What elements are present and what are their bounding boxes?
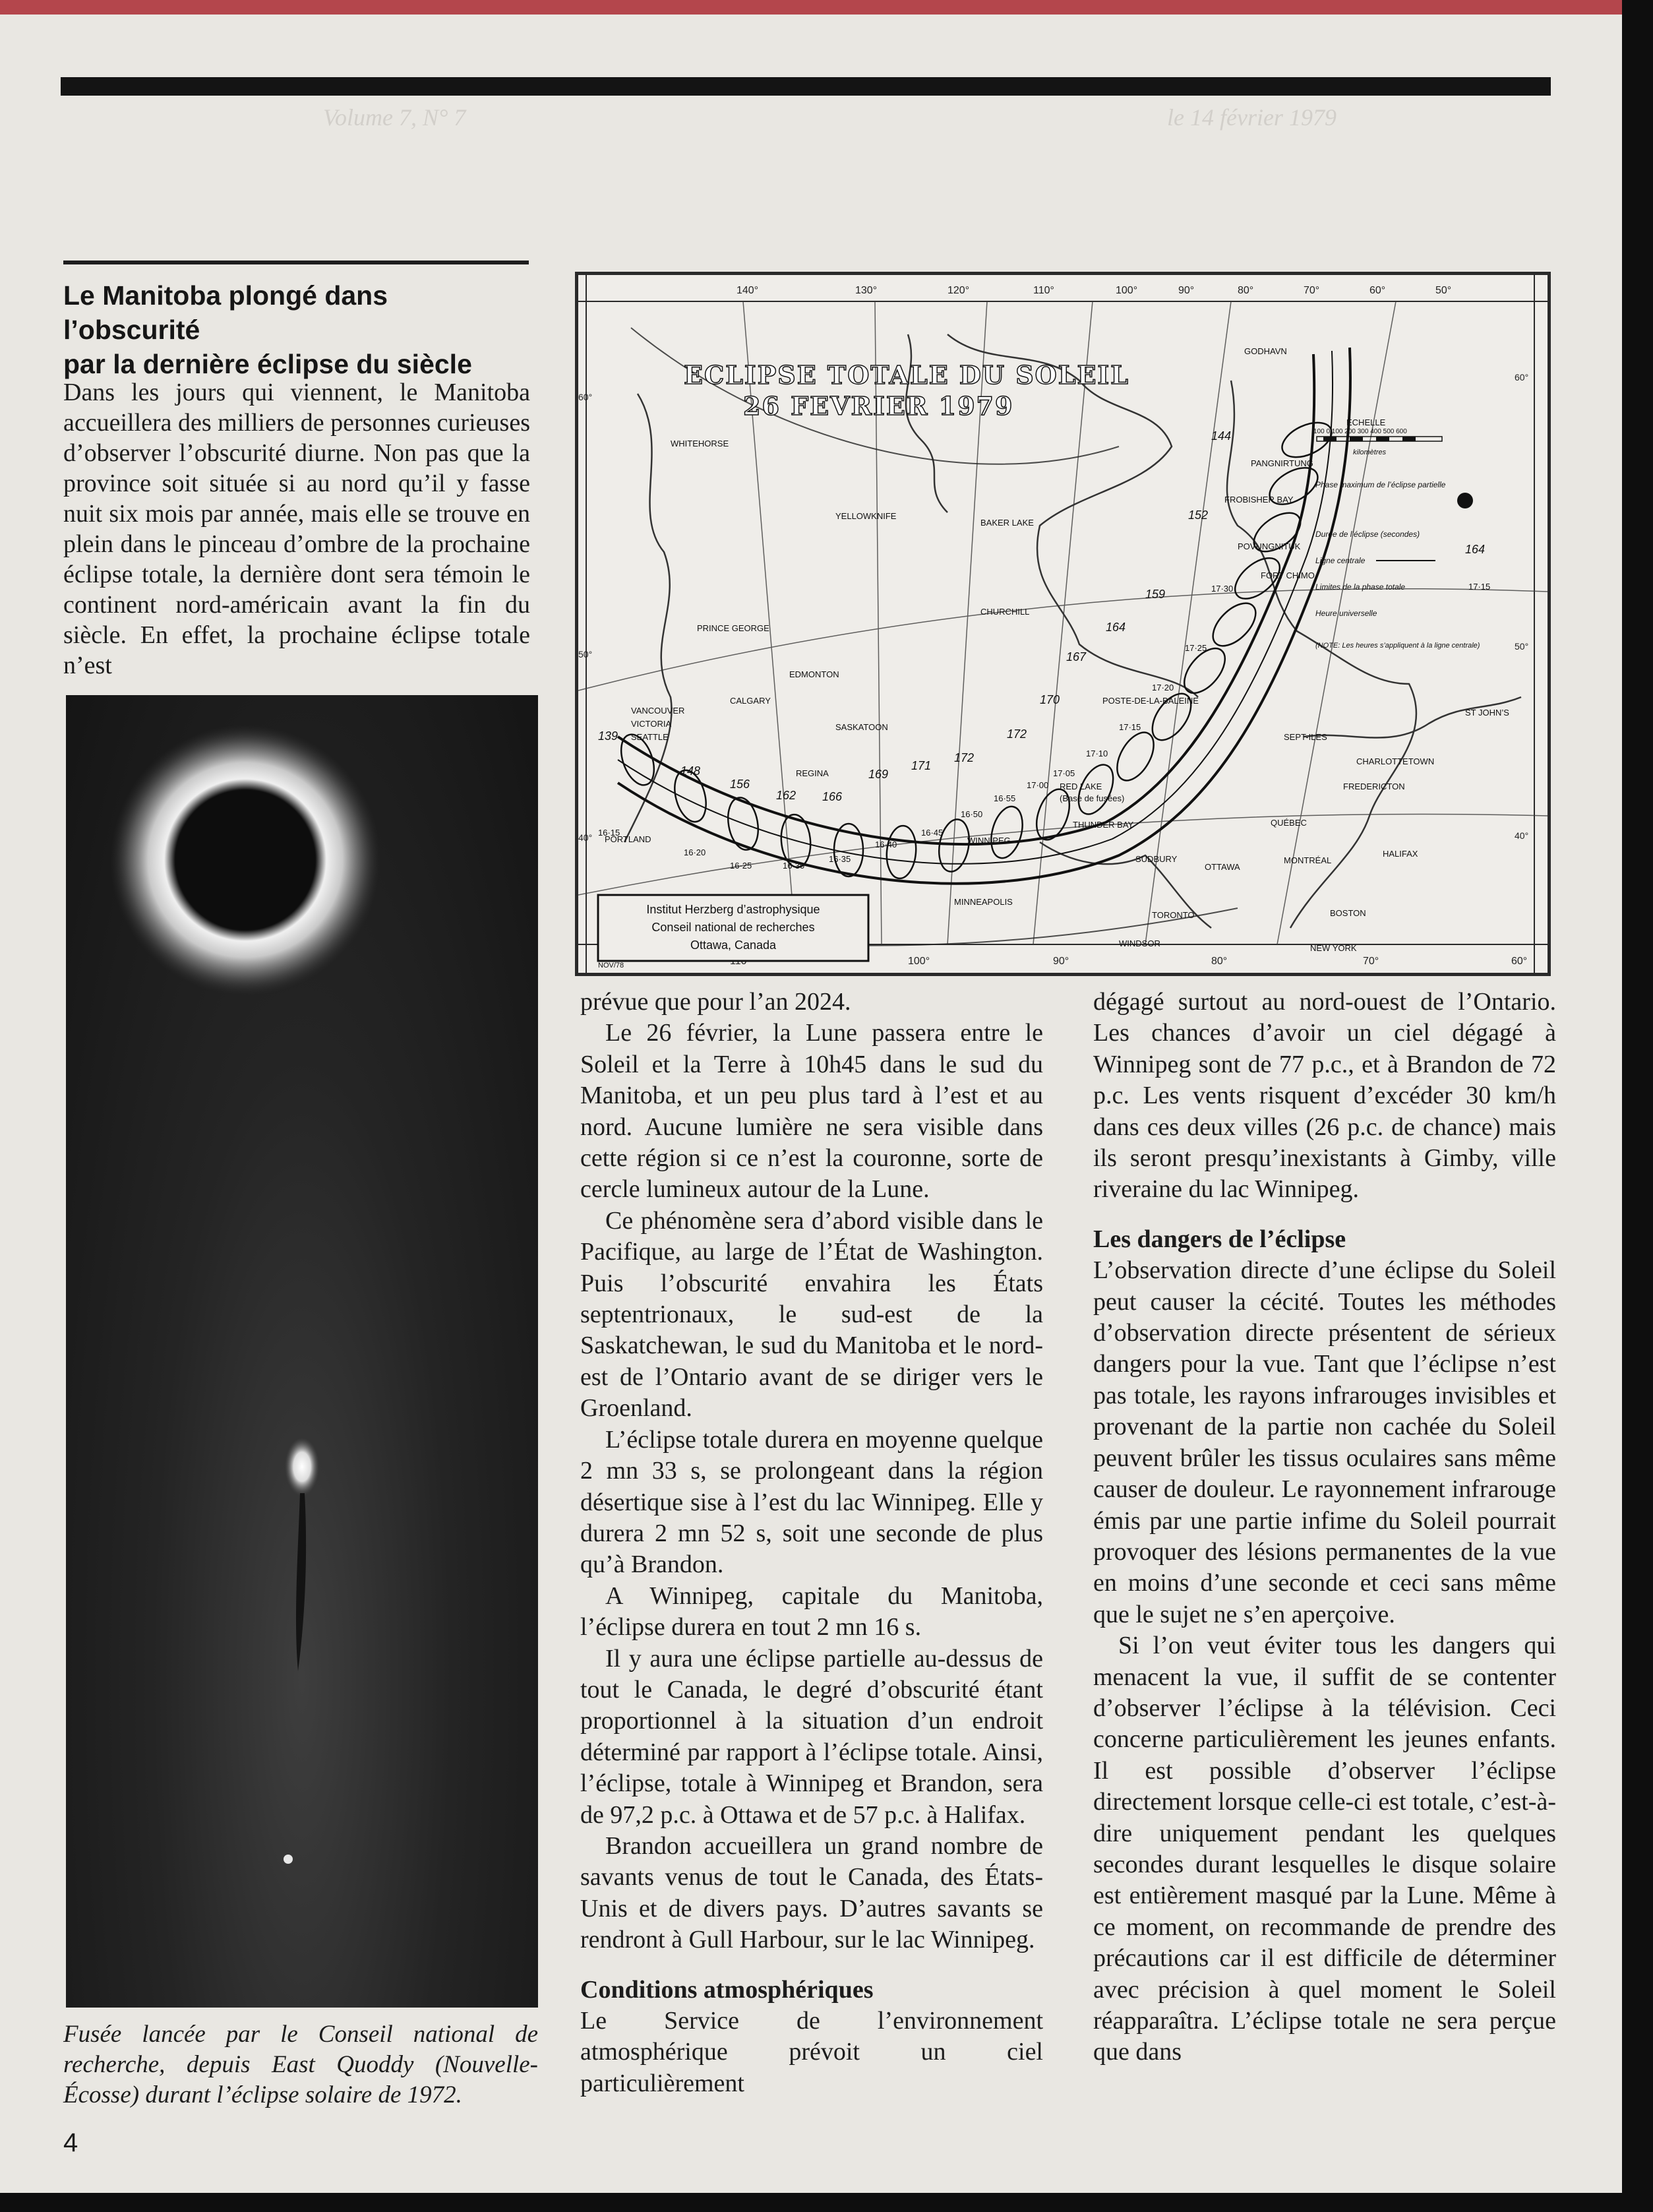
paragraph: Si l’on veut éviter tous les dangers qui menacent la vue, il suffit de se contenter d’observer l’éclipse à la télévision. Ceci concerne particulièrement les jeunes enfants. Il est possible d’observer l’éclipse directement lorsque celle-ci est totale, c’est-à-dire uniquement pendant les quelques secondes durant lesquelles le disque solaire est entièrement masqué par la Lune. Même à ce moment, on recommande de prendre des précautions car il est difficile de déterminer avec précision à quel moment le Soleil réapparaîtra. L’éclipse totale ne sera perçue que dans <box>1093 1632 1556 2066</box>
latitude-label: 40° <box>578 832 593 843</box>
photo-illustration <box>66 695 538 2008</box>
credit-line-3: Ottawa, Canada <box>690 938 777 952</box>
longitude-label: 100° <box>1116 285 1138 296</box>
map-date-code: NOV/78 <box>598 962 624 969</box>
scale-unit: kilomètres <box>1353 448 1387 456</box>
paragraph: Ce phénomène sera d’abord visible dans le Pacifique, au large de l’État de Washington. Puis l’obscurité envahira les États septentrionaux, le sud-est de la Saskatchewan, le sud du Manitoba et le nord-est de l’Ontario avant de se diriger vers le Groenland. <box>580 1206 1043 1423</box>
shadow-ellipse <box>986 803 1027 862</box>
credit-line-1: Institut Herzberg d’astrophysique <box>646 903 820 916</box>
legend-central: Ligne centrale <box>1315 556 1366 565</box>
time-label: 17·15 <box>1119 722 1141 732</box>
duration-label: 152 <box>1188 508 1209 522</box>
time-label: 16·40 <box>875 840 897 849</box>
place-label: FROBISHER BAY <box>1224 495 1294 505</box>
place-label: FORT CHIMO <box>1261 570 1315 580</box>
place-label: VANCOUVER <box>631 706 685 716</box>
latitude-label: 60° <box>1515 372 1529 383</box>
place-label: MINNEAPOLIS <box>954 897 1013 907</box>
place-label: VICTORIA <box>631 719 672 729</box>
paragraph: Le 26 février, la Lune passera entre le Soleil et la Terre à 10h45 dans le sud du Manitoba, et un peu plus tard à l’est et au nord. Aucune lumière ne sera visible dans cette région si ce n’est la couronne, sorte de cercle lumineux autour de la Lune. <box>580 1019 1043 1204</box>
time-label: 17·05 <box>1053 768 1075 778</box>
place-label: SUDBURY <box>1135 854 1178 864</box>
duration-label: 172 <box>954 751 975 764</box>
duration-label: 144 <box>1211 429 1232 443</box>
paragraph: prévue que pour l’an 2024. <box>580 988 851 1016</box>
place-label: WINNIPEG <box>967 836 1011 845</box>
paragraph: L’éclipse totale durera en moyenne quelque 2 mn 33 s, se prolongeant dans la région désertique sise à l’est du lac Winnipeg. Elle y durera 2 mn 52 s, soit une seconde de plus qu’à Brandon. <box>580 1425 1043 1579</box>
place-label: POSTE-DE-LA-BALEINE <box>1102 696 1199 706</box>
longitude-label: 130° <box>855 285 878 296</box>
eclipse-path-map <box>575 272 1551 976</box>
time-label: 17·10 <box>1086 749 1108 758</box>
place-label: ST JOHN’S <box>1465 708 1509 718</box>
place-label: FREDERICTON <box>1343 782 1405 791</box>
latitude-label: 40° <box>1515 830 1529 841</box>
duration-label: 166 <box>822 790 843 803</box>
article-intro: Dans les jours qui viennent, le Manitoba accueillera des milliers de personnes curieuses d’observer l’obscurité diurne. Non pas que la province soit située si au nord qu’il y fasse nuit six mois par année, mais elle se trouve en plein dans le pinceau d’ombre de la prochaine éclipse totale, la dernière dont sera témoin le continent nord-américain avant la fin du siècle. En effet, la prochaine éclipse totale n’est <box>63 379 530 679</box>
headline-line-1: Le Manitoba plongé dans l’obscurité <box>63 280 388 345</box>
paragraph: Brandon accueillera un grand nombre de savants venus de tout le Canada, des États-Unis et de divers pays. D’autres savants se rendront à Gull Harbour, sur le lac Winnipeg. <box>580 1831 1043 1954</box>
headline-line-2: par la dernière éclipse du siècle <box>63 349 472 379</box>
longitude-label: 80° <box>1211 956 1228 967</box>
conditions-heading: Conditions atmosphériques <box>580 1975 874 2004</box>
latitude-label: 60° <box>578 392 593 402</box>
duration-label: 156 <box>730 778 750 791</box>
rocket-flame <box>285 1438 319 1496</box>
place-label: PORTLAND <box>605 834 651 844</box>
legend-duration: Durée de l’éclipse (secondes) <box>1315 530 1420 539</box>
place-label: SASKATOON <box>835 722 888 732</box>
place-label: WHITEHORSE <box>671 439 729 448</box>
longitude-label: 60° <box>1511 956 1528 967</box>
place-label: BOSTON <box>1330 908 1366 918</box>
place-label: MONTRÉAL <box>1284 855 1332 865</box>
time-label: 17·00 <box>1027 780 1049 790</box>
paragraph: A Winnipeg, capitale du Manitoba, l’éclipse durera en tout 2 mn 16 s. <box>580 1582 1043 1642</box>
duration-label: 170 <box>1040 693 1060 706</box>
time-label: 17·30 <box>1211 584 1234 594</box>
place-label: THUNDER BAY <box>1073 820 1134 830</box>
place-label: NEW YORK <box>1310 943 1357 953</box>
moon-disc <box>175 790 315 930</box>
legend-limits: Limites de la phase totale <box>1315 582 1406 592</box>
bleed-through-header <box>323 104 1411 130</box>
duration-label: 164 <box>1106 621 1126 634</box>
dangers-heading: Les dangers de l’éclipse <box>1093 1225 1346 1253</box>
article-headline <box>63 278 525 381</box>
latitude-label: 50° <box>578 649 593 660</box>
page-number: 4 <box>63 2128 78 2157</box>
time-label: 17·25 <box>1185 643 1207 653</box>
map-title-line-2: 26 FEVRIER 1979 <box>743 391 1014 421</box>
map-scale <box>1313 417 1442 456</box>
place-label: OTTAWA <box>1205 862 1240 872</box>
longitude-label: 120° <box>947 285 970 296</box>
duration-label: 169 <box>868 768 889 781</box>
place-label: WINDSOR <box>1119 938 1160 948</box>
map-legend <box>1315 480 1480 650</box>
place-label: SEATTLE <box>631 732 669 742</box>
shadow-ellipse <box>1205 596 1263 654</box>
longitude-label: 60° <box>1369 285 1386 296</box>
partial-phase-icon <box>1457 493 1473 508</box>
paragraph: dégagé surtout au nord-ouest de l’Ontario. Les chances d’avoir un ciel dégagé à Winnipeg sont de 77 p.c., et à Brandon de 72 p.c. Les vents risquent d’excéder 30 km/h dans ces deux villes (26 p.c. de chance) mais ils seront presqu’inexistants à Gimby, ville riveraine du lac Winnipeg. <box>1093 988 1556 1204</box>
place-label: REGINA <box>796 768 829 778</box>
time-label: 16·35 <box>829 854 851 864</box>
time-label: 17·20 <box>1152 683 1174 692</box>
scale-ticks: 100 0 100 200 300 400 500 600 <box>1313 428 1407 435</box>
place-label: CHURCHILL <box>980 607 1030 617</box>
time-label: 17·15 <box>1468 582 1491 592</box>
place-label: HALIFAX <box>1383 849 1418 859</box>
place-label: EDMONTON <box>789 669 839 679</box>
time-label: 16·45 <box>921 828 944 838</box>
middle-column <box>580 987 1043 2099</box>
top-rule <box>61 77 1551 96</box>
credit-line-2: Conseil national de recherches <box>651 921 815 934</box>
place-label: CALGARY <box>730 696 771 706</box>
map-title-line-1: ECLIPSE TOTALE DU SOLEIL <box>684 360 1129 390</box>
place-label: RED LAKE <box>1060 782 1102 791</box>
paragraph: L’observation directe d’une éclipse du Soleil peut causer la cécité. Toutes les méthodes d’observation directe présentent de sérieux dangers pour la vue. Tant que l’éclipse n’est pas totale, les rayons infrarouges invisibles et provenant de la partie non cachée du Soleil peuvent brûler les tissus oculaires sans même causer de douleur. Le rayonnement infrarouge émis par une partie infime du Soleil pourrait provoquer des lésions permanentes de la vue en moins d’une seconde et ceci sans même que le sujet ne s’en aperçoive. <box>1093 1256 1556 1628</box>
place-label: QUÉBEC <box>1271 818 1307 828</box>
longitude-label: 50° <box>1435 285 1452 296</box>
duration-label: 171 <box>911 759 932 772</box>
duration-label: 159 <box>1145 588 1166 601</box>
duration-label: 148 <box>680 764 701 778</box>
longitude-label: 90° <box>1053 956 1069 967</box>
place-label: TORONTO <box>1152 910 1195 920</box>
legend-universal: Heure universelle <box>1315 609 1377 618</box>
ghost-volume: Volume 7, N° 7 <box>323 104 466 131</box>
longitude-label: 110° <box>1033 285 1054 296</box>
longitude-label: 90° <box>1178 285 1195 296</box>
time-label: 16·50 <box>961 809 983 819</box>
time-label: 16·55 <box>994 793 1016 803</box>
longitude-label: 80° <box>1238 285 1254 296</box>
headline-rule <box>63 261 529 264</box>
duration-label: 172 <box>1007 727 1027 741</box>
rocket-eclipse-photo <box>66 695 538 2008</box>
duration-label: 167 <box>1066 650 1087 663</box>
legend-note: (NOTE: Les heures s’appliquent à la ligne centrale) <box>1315 642 1480 650</box>
time-label: 16·15 <box>598 828 620 838</box>
duration-label: 162 <box>776 789 796 802</box>
duration-label: 164 <box>1465 543 1486 556</box>
longitude-label: 100° <box>908 956 930 967</box>
shadow-ellipse <box>885 824 918 880</box>
paragraph: Le Service de l’environnement atmosphérique prévoit un ciel particulièrement <box>580 2007 1043 2097</box>
place-label: YELLOWKNIFE <box>835 511 897 521</box>
scale-title: ECHELLE <box>1346 417 1386 427</box>
time-label: 16·25 <box>730 861 752 871</box>
longitude-label: 70° <box>1304 285 1320 296</box>
place-label: SEPT-ILES <box>1284 732 1327 742</box>
photo-caption: Fusée lancée par le Conseil national de recherche, depuis East Quoddy (Nouvelle-Écosse) durant l’éclipse solaire de 1972. <box>63 2021 538 2108</box>
time-label: 16·30 <box>783 861 805 871</box>
paragraph: Il y aura une éclipse partielle au-dessus de tout le Canada, le degré d’obscurité étant proportionnel à la situation d’un endroit déterminé par rapport à l’éclipse totale. Ainsi, l’éclipse, totale à Winnipeg et Brandon, sera de 97,2 p.c. à Ottawa et de 57 p.c. à Halifax. <box>580 1644 1043 1829</box>
map-drawing <box>578 275 1548 973</box>
longitude-label: 70° <box>1363 956 1379 967</box>
time-label: 16·20 <box>684 847 706 857</box>
distant-light <box>284 1855 293 1864</box>
right-column <box>1093 987 1556 2068</box>
place-label: (Base de fusées) <box>1060 793 1125 803</box>
place-label: POVUNGNITUK <box>1238 541 1301 551</box>
legend-partial: Phase maximum de l’éclipse partielle <box>1315 480 1446 489</box>
place-label: BAKER LAKE <box>980 518 1034 528</box>
place-label: PANGNIRTUNG <box>1251 458 1313 468</box>
longitude-label: 140° <box>736 285 759 296</box>
place-label: GODHAVN <box>1244 346 1287 356</box>
place-label: CHARLOTTETOWN <box>1356 756 1435 766</box>
rocket-trail <box>296 1493 306 1671</box>
duration-label: 139 <box>598 729 618 743</box>
place-label: PRINCE GEORGE <box>697 623 769 633</box>
latitude-label: 50° <box>1515 641 1529 652</box>
ghost-date: le 14 février 1979 <box>1167 104 1337 131</box>
